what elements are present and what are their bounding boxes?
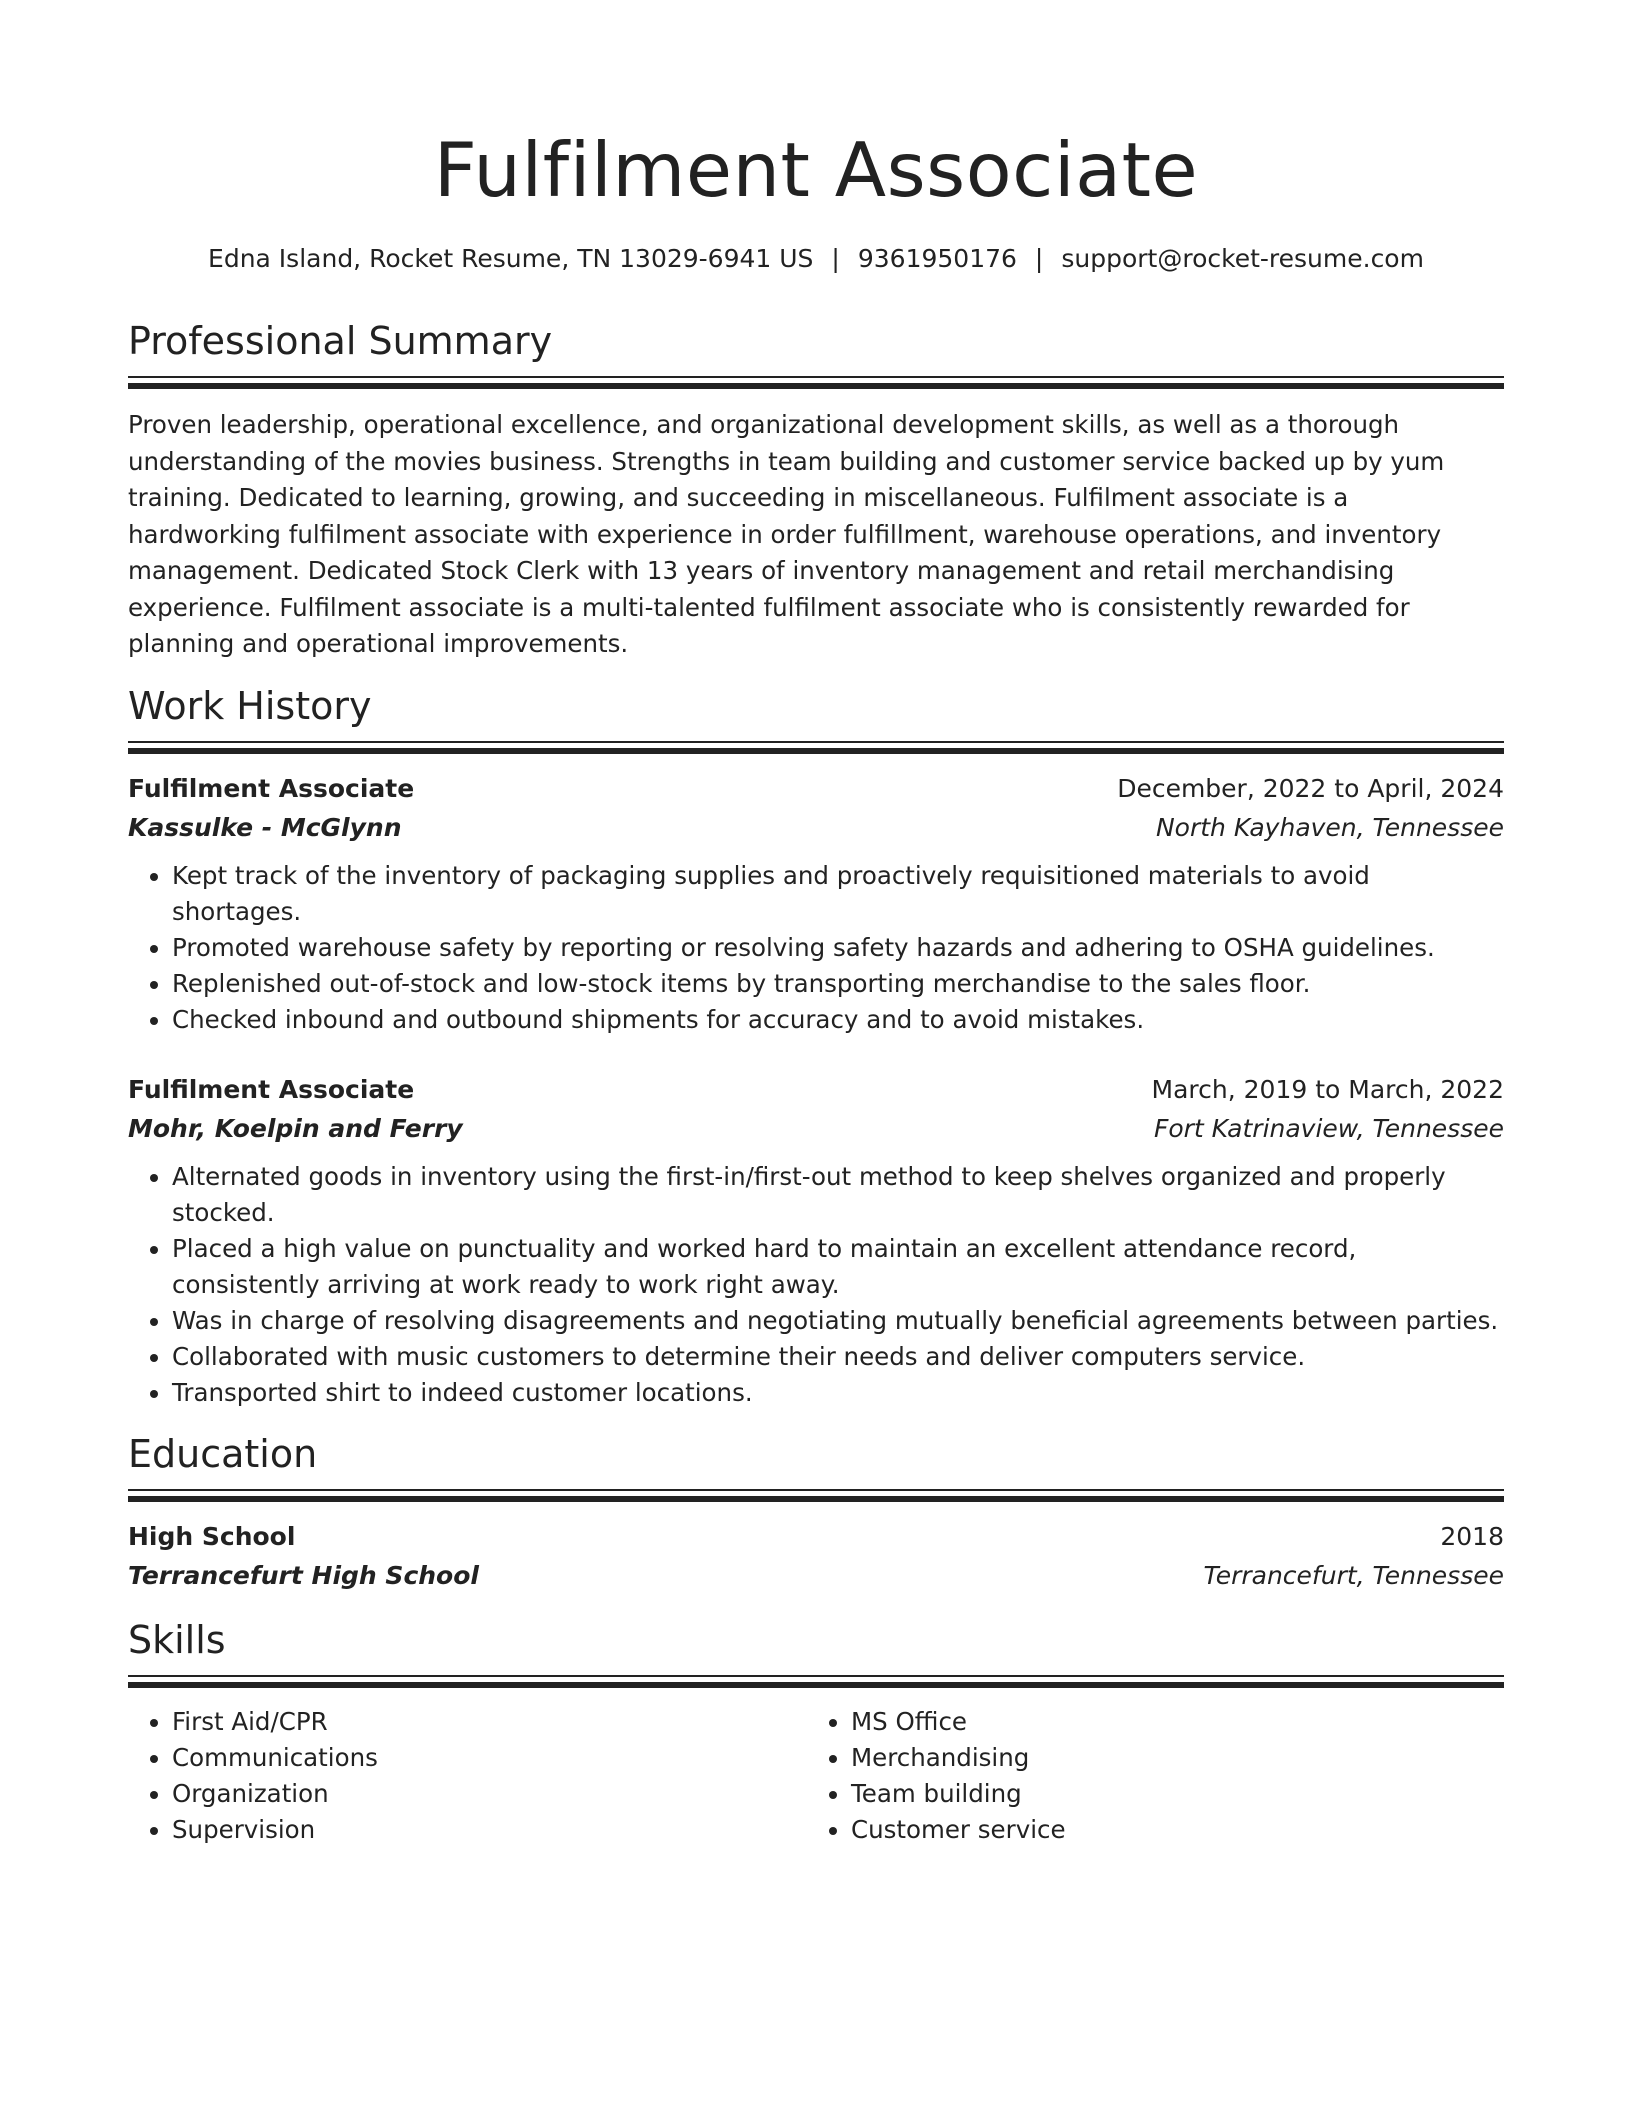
section-rule-thick bbox=[128, 1682, 1504, 1688]
section-rule-thick bbox=[128, 1496, 1504, 1502]
contact-email: support@rocket-resume.com bbox=[1061, 244, 1424, 273]
skill-item: • MS Office bbox=[851, 1704, 1486, 1740]
skill-item: • First Aid/CPR bbox=[172, 1704, 807, 1740]
list-item: • Replenished out-of-stock and low-stock items by transporting merchandise to the sales floor. bbox=[172, 966, 1504, 1002]
skills-columns bbox=[128, 1704, 1504, 1848]
list-item: • Placed a high value on punctuality and worked hard to maintain an excellent attendance record, consistently arriving at work ready to work right away. bbox=[172, 1231, 1504, 1303]
contact-address: Edna Island, Rocket Resume, TN 13029-6941 US bbox=[208, 244, 814, 273]
contact-line bbox=[128, 242, 1504, 276]
job-company: Kassulke - McGlynn bbox=[128, 812, 402, 842]
education-year: 2018 bbox=[1440, 1521, 1504, 1551]
skills-list-left bbox=[128, 1704, 807, 1848]
section-rule-thin bbox=[128, 1675, 1504, 1677]
job-entry bbox=[128, 1070, 1504, 1411]
section-rule-thick bbox=[128, 383, 1504, 389]
job-dates: March, 2019 to March, 2022 bbox=[1151, 1074, 1504, 1104]
summary-section bbox=[128, 316, 1504, 663]
job-duties-list bbox=[128, 858, 1504, 1038]
work-section bbox=[128, 681, 1504, 1411]
education-degree: High School bbox=[128, 1521, 296, 1551]
job-location: North Kayhaven, Tennessee bbox=[1155, 812, 1504, 842]
contact-phone: 9361950176 bbox=[857, 244, 1017, 273]
skill-item: • Supervision bbox=[172, 1812, 807, 1848]
education-school: Terrancefurt High School bbox=[128, 1560, 479, 1590]
contact-separator: | bbox=[831, 244, 840, 273]
section-heading-work: Work History bbox=[128, 683, 372, 728]
skill-item: • Communications bbox=[172, 1740, 807, 1776]
skills-section bbox=[128, 1615, 1504, 1848]
skill-item: • Merchandising bbox=[851, 1740, 1486, 1776]
list-item: • Alternated goods in inventory using the first-in/first-out method to keep shelves organized and properly stocked. bbox=[172, 1159, 1504, 1231]
list-item: • Was in charge of resolving disagreements and negotiating mutually beneficial agreements between parties. bbox=[172, 1303, 1504, 1339]
job-company: Mohr, Koelpin and Ferry bbox=[128, 1113, 463, 1143]
section-rule-thin bbox=[128, 1489, 1504, 1491]
summary-text: Proven leadership, operational excellence, and organizational development skills, as well as a thorough understanding of the movies business. Strengths in team building and customer service backed up by yum training. Dedicated to learning, growing, and succeeding in miscellaneous. Fulfilment associate is a hardworking fulfilment associate with experience in order fulfillment, warehouse operations, and inventory management. Dedicated Stock Clerk with 13 years of inventory management and retail merchandising experience. Fulfilment associate is a multi-talented fulfilment associate who is consistently rewarded for planning and operational improvements. bbox=[128, 410, 1445, 658]
skill-item: • Customer service bbox=[851, 1812, 1486, 1848]
skill-item: • Organization bbox=[172, 1776, 807, 1812]
job-entry bbox=[128, 769, 1504, 1038]
job-dates: December, 2022 to April, 2024 bbox=[1117, 773, 1504, 803]
skill-item: • Team building bbox=[851, 1776, 1486, 1812]
job-duties-list bbox=[128, 1159, 1504, 1411]
education-location: Terrancefurt, Tennessee bbox=[1203, 1560, 1504, 1590]
list-item: • Promoted warehouse safety by reporting or resolving safety hazards and adhering to OSHA guidelines. bbox=[172, 930, 1504, 966]
education-entry bbox=[128, 1517, 1504, 1595]
section-heading-education: Education bbox=[128, 1431, 318, 1476]
list-item: • Collaborated with music customers to determine their needs and deliver computers service. bbox=[172, 1339, 1504, 1375]
section-heading-summary: Professional Summary bbox=[128, 319, 553, 363]
job-subheader bbox=[128, 1109, 1504, 1148]
job-location: Fort Katrinaview, Tennessee bbox=[1153, 1113, 1504, 1143]
list-item: • Kept track of the inventory of packaging supplies and proactively requisitioned materials to avoid shortages. bbox=[172, 858, 1504, 930]
education-header bbox=[128, 1517, 1504, 1556]
resume-title: Fulfilment Associate bbox=[433, 126, 1199, 214]
section-rule-thick bbox=[128, 748, 1504, 754]
section-rule-thin bbox=[128, 741, 1504, 743]
job-header bbox=[128, 769, 1504, 808]
job-header bbox=[128, 1070, 1504, 1109]
education-subheader bbox=[128, 1556, 1504, 1595]
list-item: • Transported shirt to indeed customer locations. bbox=[172, 1375, 1504, 1411]
job-subheader bbox=[128, 808, 1504, 847]
section-heading-skills: Skills bbox=[128, 1617, 226, 1662]
job-title: Fulfilment Associate bbox=[128, 1074, 415, 1104]
education-section bbox=[128, 1429, 1504, 1595]
contact-separator: | bbox=[1034, 244, 1044, 273]
section-rule-thin bbox=[128, 376, 1504, 378]
job-title: Fulfilment Associate bbox=[128, 773, 415, 803]
list-item: • Checked inbound and outbound shipments for accuracy and to avoid mistakes. bbox=[172, 1002, 1504, 1038]
skills-list-right bbox=[807, 1704, 1486, 1848]
